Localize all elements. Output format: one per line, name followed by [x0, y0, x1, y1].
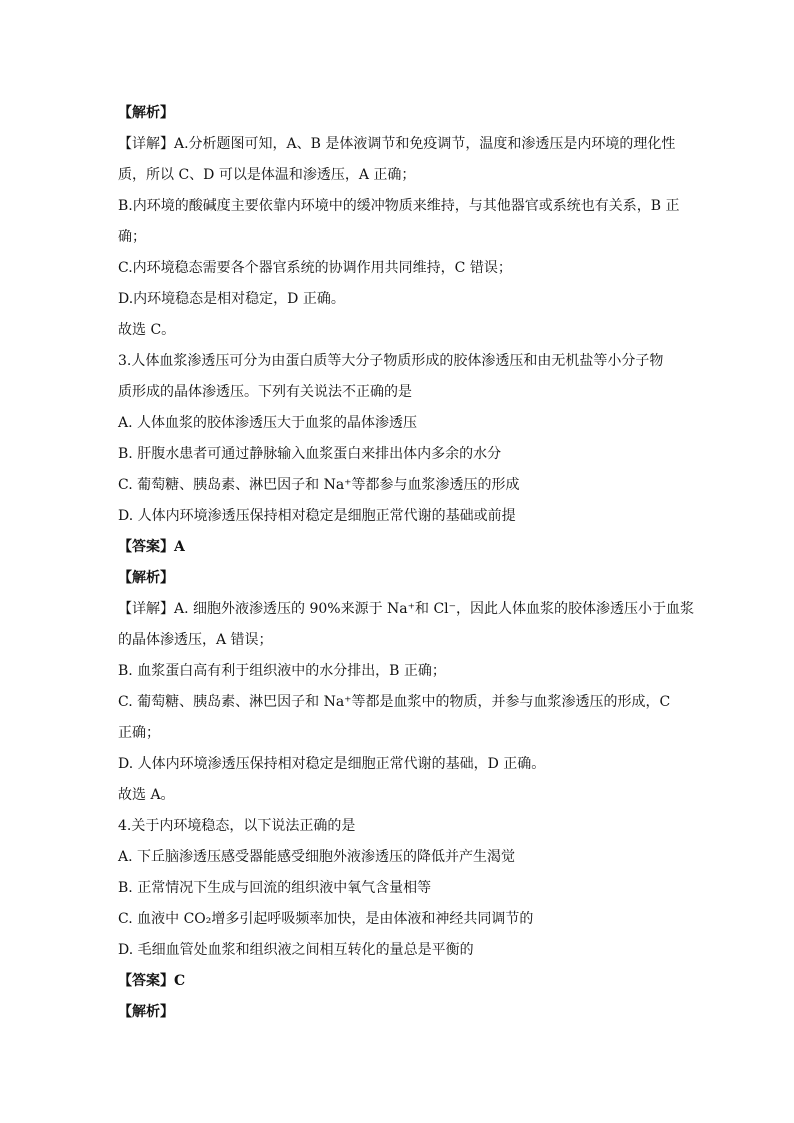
detail-text-line: D. 人体内环境渗透压保持相对稳定是细胞正常代谢的基础，D 正确。	[118, 756, 546, 772]
conclusion-line: 故选 A。	[118, 787, 175, 803]
detail-text-line: C.内环境稳态需要各个器官系统的协调作用共同维持，C 错误；	[118, 260, 512, 276]
question-3-stem: 质形成的晶体渗透压。下列有关说法不正确的是	[118, 384, 412, 400]
question-4-option-c: C. 血液中 CO₂增多引起呼吸频率加快，是由体液和神经共同调节的	[118, 911, 534, 927]
question-4-option-a: A. 下丘脑渗透压感受器能感受细胞外液渗透压的降低并产生渴觉	[118, 849, 516, 865]
detail-text-line: B.内环境的酸碱度主要依靠内环境中的缓冲物质来维持，与其他器官或系统也有关系，B 正	[118, 198, 680, 214]
detail-text-line: D.内环境稳态是相对稳定，D 正确。	[118, 291, 345, 307]
detail-text-line: B. 血浆蛋白高有利于组织液中的水分排出，B 正确；	[118, 663, 446, 679]
detail-text-line: 正确；	[118, 725, 160, 741]
question-3-option-d: D. 人体内环境渗透压保持相对稳定是细胞正常代谢的基础或前提	[118, 508, 516, 524]
question-3-option-b: B. 肝腹水患者可通过静脉输入血浆蛋白来排出体内多余的水分	[118, 446, 502, 462]
analysis-heading: 【解析】	[118, 1004, 174, 1020]
detail-text-line: 【详解】A. 细胞外液渗透压的 90%来源于 Na⁺和 Cl⁻，因此人体血浆的胶体渗透压小于血浆	[118, 601, 695, 617]
question-4-option-b: B. 正常情况下生成与回流的组织液中氧气含量相等	[118, 880, 432, 896]
question-4-option-d: D. 毛细血管处血浆和组织液之间相互转化的量总是平衡的	[118, 942, 474, 958]
conclusion-line: 故选 C。	[118, 322, 176, 338]
detail-text-line: 确；	[118, 229, 146, 245]
analysis-heading: 【解析】	[118, 570, 174, 586]
question-4-stem: 4.关于内环境稳态，以下说法正确的是	[118, 818, 356, 834]
analysis-heading: 【解析】	[118, 105, 174, 121]
document-page	[118, 98, 695, 1028]
question-3-stem: 3.人体血浆渗透压可分为由蛋白质等大分子物质形成的胶体渗透压和由无机盐等小分子物	[118, 353, 664, 369]
detail-text-line: 【详解】A.分析题图可知，A、B 是体液调节和免疫调节，温度和渗透压是内环境的理化性	[118, 136, 676, 152]
question-3-option-c: C. 葡萄糖、胰岛素、淋巴因子和 Na⁺等都参与血浆渗透压的形成	[118, 477, 520, 493]
answer-line: 【答案】A	[118, 539, 185, 555]
detail-text-line: C. 葡萄糖、胰岛素、淋巴因子和 Na⁺等都是血浆中的物质，并参与血浆渗透压的形成，C	[118, 694, 671, 710]
detail-text-line: 质，所以 C、D 可以是体温和渗透压，A 正确；	[118, 167, 416, 183]
detail-text-line: 的晶体渗透压，A 错误；	[118, 632, 273, 648]
question-3-option-a: A. 人体血浆的胶体渗透压大于血浆的晶体渗透压	[118, 415, 418, 431]
answer-line: 【答案】C	[118, 973, 186, 989]
